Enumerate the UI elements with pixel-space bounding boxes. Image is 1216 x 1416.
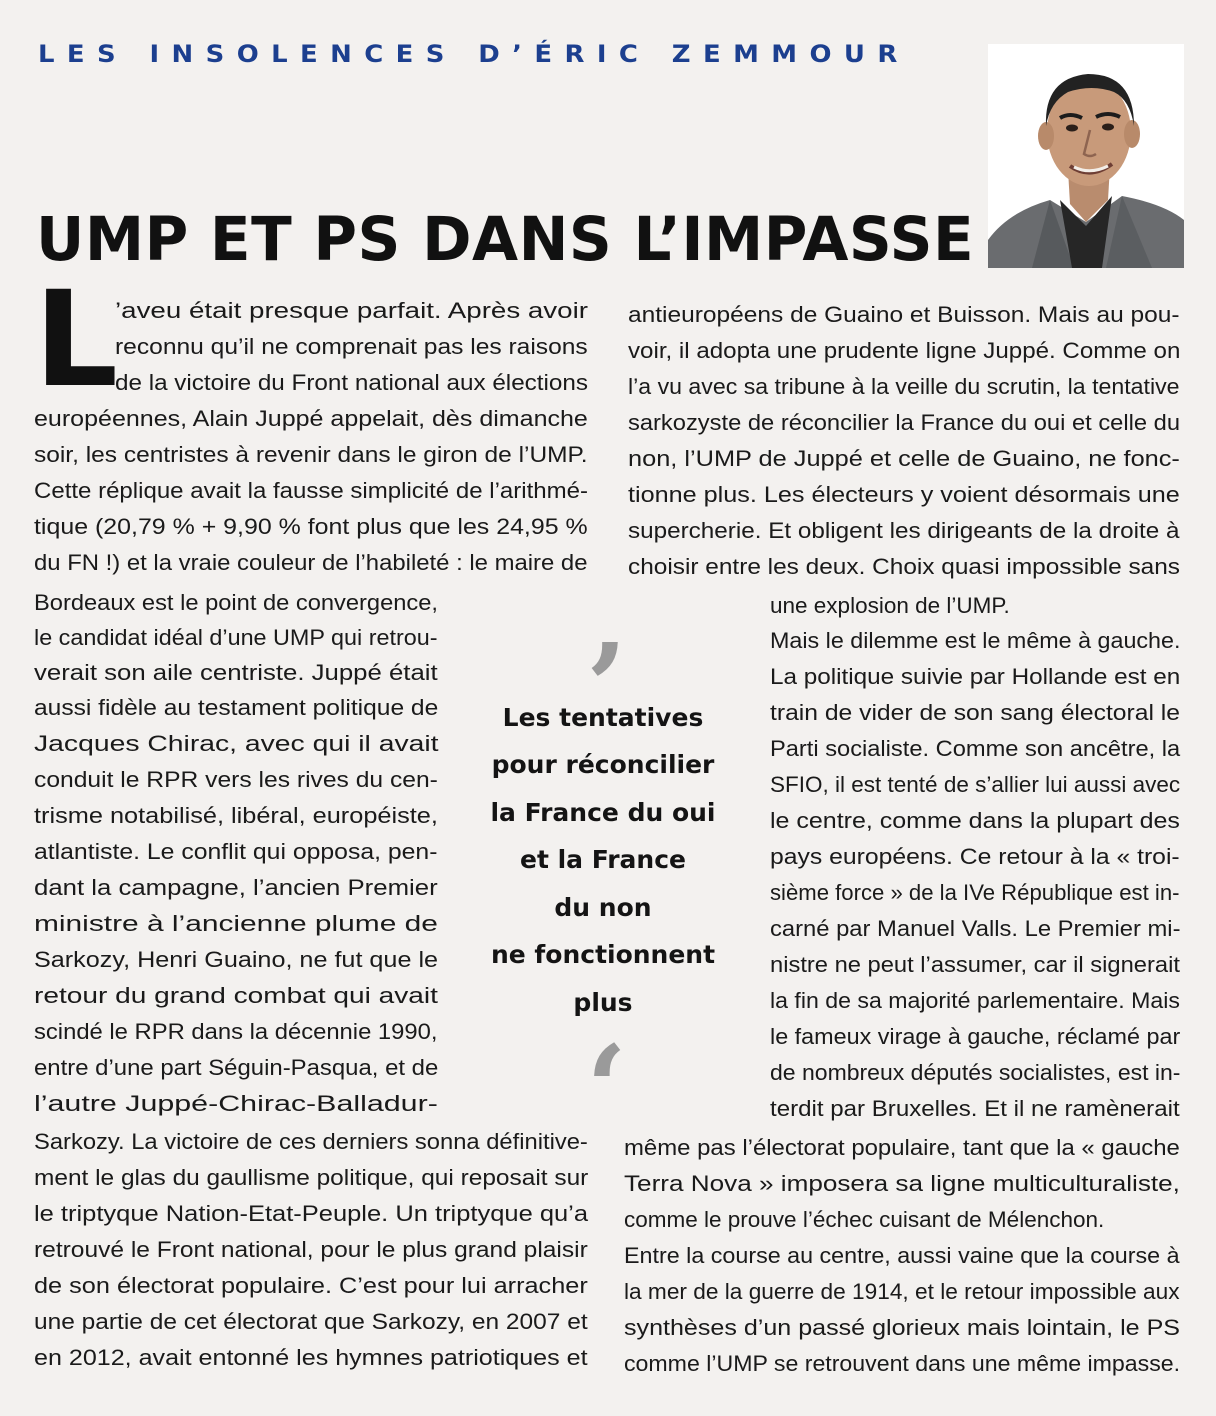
text-line: non, l’UMP de Juppé et celle de Guaino, ne fonc- [628,446,1180,471]
text-line: ment le glas du gaullisme politique, qui reposait sur [34,1165,589,1190]
text-line: la mer de la guerre de 1914, et le retour impossible aux [624,1279,1180,1304]
pull-quote-line: du non [554,893,652,922]
text-line: synthèses d’un passé glorieux mais lointain, le PS [624,1315,1181,1340]
quote-open-mark: ’ [586,617,628,756]
text-line: trisme notabilisé, libéral, européiste, [34,803,438,828]
text-line: Terra Nova » imposera sa ligne multiculturaliste, [624,1171,1180,1196]
text-line: sarkozyste de réconcilier la France du oui et celle du [628,410,1181,435]
text-line: une partie de cet électorat que Sarkozy, en 2007 et [34,1309,588,1334]
text-line: voir, il adopta une prudente ligne Juppé. Comme on [628,338,1181,363]
text-line: retrouvé le Front national, pour le plus grand plaisir [34,1237,588,1262]
text-line: de son électorat populaire. C’est pour lui arracher [34,1273,588,1298]
text-line: conduit le RPR vers les rives du cen- [34,767,438,792]
text-line: train de vider de son sang électoral le [770,700,1180,725]
text-line: La politique suivie par Hollande est en [770,664,1181,689]
text-line: nistre ne peut l’assumer, car il signerait [770,952,1180,977]
text-line: Bordeaux est le point de convergence, [34,590,439,615]
text-line: choisir entre les deux. Choix quasi impossible sans [628,554,1180,579]
text-line: le fameux virage à gauche, réclamé par [770,1024,1181,1049]
article-headline: UMP ET PS DANS L’IMPASSE [36,204,975,275]
text-line: comme le prouve l’échec cuisant de Mélenchon. [624,1207,1105,1232]
text-line: même pas l’électorat populaire, tant que la « gauche [624,1135,1180,1160]
text-line: retour du grand combat qui avait [34,983,438,1008]
text-line: de la victoire du Front national aux élections [115,370,589,395]
text-line: Cette réplique avait la fausse simplicité de l’arithmé- [34,478,588,503]
text-line: tionne plus. Les électeurs y voient désormais une [628,482,1180,507]
text-line: le candidat idéal d’une UMP qui retrou- [34,625,438,650]
pull-quote-line: et la France [519,845,686,874]
text-line: supercherie. Et obligent les dirigeants de la droite à [628,518,1180,543]
text-line: le triptyque Nation-Etat-Peuple. Un triptyque qu’a [34,1201,589,1226]
text-line: terdit par Bruxelles. Et il ne ramènerait [770,1096,1180,1121]
column-kicker: LES INSOLENCES D’ÉRIC ZEMMOUR [38,40,910,68]
text-line: dant la campagne, l’ancien Premier [34,875,438,900]
text-line: atlantiste. Le conflit qui opposa, pen- [34,839,438,864]
text-line: reconnu qu’il ne comprenait pas les raisons [115,334,588,359]
text-line: européennes, Alain Juppé appelait, dès dimanche [34,406,588,431]
text-line: SFIO, il est tenté de s’allier lui aussi avec [770,772,1181,797]
text-line: Sarkozy. La victoire de ces derniers sonna définitive- [34,1129,588,1154]
author-portrait [988,44,1184,268]
text-line: la fin de sa majorité parlementaire. Mais [770,988,1180,1013]
text-line: soir, les centristes à revenir dans le giron de l’UMP. [34,442,588,467]
drop-cap: L [34,263,119,417]
text-line: Jacques Chirac, avec qui il avait [34,731,439,756]
pull-quote-line: la France du oui [490,798,716,827]
quote-close-mark: ‘ [586,1019,628,1158]
text-line: sième force » de la IVe République est in- [770,880,1180,905]
text-line: tique (20,79 % + 9,90 % font plus que les 24,95 % [34,514,588,539]
text-line: Parti socialiste. Comme son ancêtre, la [770,736,1181,761]
text-line: ministre à l’ancienne plume de [34,911,438,936]
text-line: en 2012, avait entonné les hymnes patriotiques et [34,1345,588,1370]
pull-quote-line: pour réconcilier [491,750,715,779]
text-line: carné par Manuel Valls. Le Premier mi- [770,916,1181,941]
pull-quote-line: plus [573,988,633,1017]
text-line: Entre la course au centre, aussi vaine que la course à [624,1243,1180,1268]
text-line: aussi fidèle au testament politique de [34,695,439,720]
text-line: l’a vu avec sa tribune à la veille du scrutin, la tentative [628,374,1180,399]
text-line: une explosion de l’UMP. [770,593,1010,618]
text-line: pays européens. Ce retour à la « troi- [770,844,1180,869]
pull-quote-line: Les tentatives [502,703,704,732]
text-line: l’autre Juppé-Chirac-Balladur- [34,1091,438,1116]
text-line: le centre, comme dans la plupart des [770,808,1180,833]
text-line: ’aveu était presque parfait. Après avoir [115,298,588,323]
text-line: Mais le dilemme est le même à gauche. [770,628,1181,653]
text-line: comme l’UMP se retrouvent dans une même impasse. [624,1351,1181,1376]
text-line: entre d’une part Séguin-Pasqua, et de [34,1055,439,1080]
text-line: verait son aile centriste. Juppé était [34,660,438,685]
text-line: Sarkozy, Henri Guaino, ne fut que le [34,947,439,972]
text-line: antieuropéens de Guaino et Buisson. Mais au pou- [628,302,1180,327]
pull-quote-line: ne fonctionnent [490,940,716,969]
text-line: scindé le RPR dans la décennie 1990, [34,1019,438,1044]
text-line: du FN !) et la vraie couleur de l’habileté : le maire de [34,550,588,575]
text-line: de nombreux députés socialistes, est in- [770,1060,1181,1085]
